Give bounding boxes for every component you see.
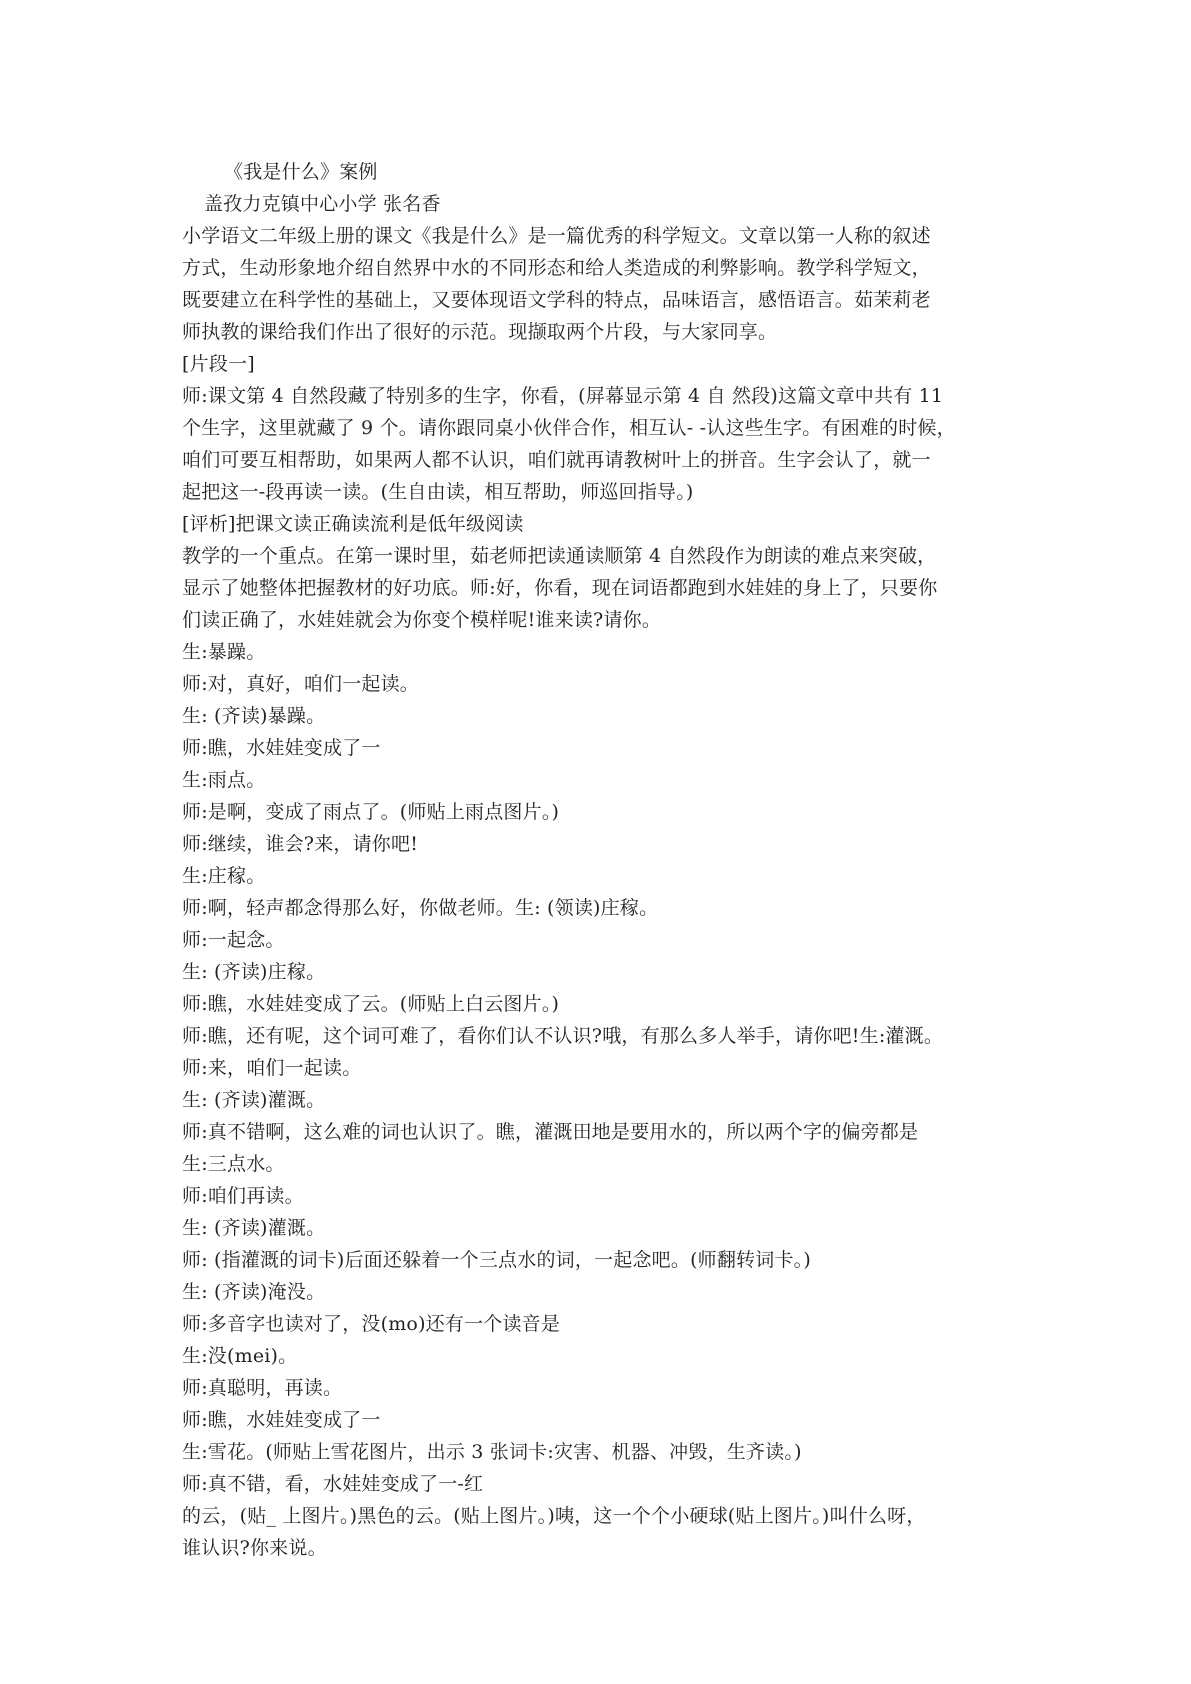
text-line: 师:对，真好，咱们一起读。 [182,673,420,695]
text-line: 小学语文二年级上册的课文《我是什么》是一篇优秀的科学短文。文章以第一人称的叙述 [182,225,931,247]
text-line: 显示了她整体把握教材的好功底。师:好，你看，现在词语都跑到水娃娃的身上了，只要你 [182,577,938,599]
text-line: 生: (齐读)淹没。 [182,1281,326,1303]
text-line: 师:咱们再读。 [182,1185,304,1207]
text-line: 师: (指灌溉的词卡)后面还躲着一个三点水的词，一起念吧。(师翻转词卡。) [182,1249,811,1271]
text-line: 教学的一个重点。在第一课时里，茹老师把读通读顺第 4 自然段作为朗读的难点来突破， [182,545,937,567]
text-line: 生: (齐读)暴躁。 [182,705,326,727]
text-line: 师:瞧，水娃娃变成了一 [182,737,381,759]
text-line: 生:暴躁。 [182,641,266,663]
text-line: 咱们可要互相帮助，如果两人都不认识，咱们就再请教树叶上的拼音。生字会认了，就一 [182,449,931,471]
text-line: 生:庄稼。 [182,865,266,887]
text-line: 生: (齐读)灌溉。 [182,1089,326,1111]
text-line: 生:雪花。(师贴上雪花图片，出示 3 张词卡:灾害、机器、冲毁，生齐读。) [182,1441,802,1463]
text-line: [评析]把课文读正确读流利是低年级阅读 [182,513,524,535]
text-line: 师:真不错，看，水娃娃变成了一-红 [182,1473,484,1495]
text-line: 个生字，这里就藏了 9 个。请你跟同桌小伙伴合作，相互认- -认这些生字。有困难的时候， [182,417,956,439]
document-text [182,220,1022,1564]
text-line: 师:继续，谁会?来，请你吧! [182,833,419,855]
text-line: 起把这一-段再读一读。(生自由读，相互帮助，师巡回指导。) [182,481,694,503]
text-line: 师:是啊，变成了雨点了。(师贴上雨点图片。) [182,801,560,823]
text-line: 师:课文第 4 自然段藏了特别多的生字，你看，(屏幕显示第 4 自 然段)这篇文章中共有 11 [182,385,944,407]
text-line: 生: (齐读)灌溉。 [182,1217,326,1239]
text-line: [片段一] [182,353,255,375]
text-line: 既要建立在科学性的基础上，又要体现语文学科的特点，品味语言，感悟语言。茹茉莉老 [182,289,931,311]
text-line: 师执教的课给我们作出了很好的示范。现撷取两个片段，与大家同享。 [182,321,778,343]
text-line: 师:啊，轻声都念得那么好，你做老师。生: (领读)庄稼。 [182,897,659,919]
text-line: 师:多音字也读对了，没(mo)还有一个读音是 [182,1313,561,1335]
text-line: 们读正确了，水娃娃就会为你变个模样呢!谁来读?请你。 [182,609,662,631]
document-title: 《我是什么》案例 [224,161,378,183]
text-line: 师:瞧，水娃娃变成了一 [182,1409,381,1431]
text-line: 师:真不错啊，这么难的词也认识了。瞧，灌溉田地是要用水的，所以两个字的偏旁都是 [182,1121,919,1143]
text-line: 师:真聪明，再读。 [182,1377,343,1399]
text-line: 师:来，咱们一起读。 [182,1057,362,1079]
text-line: 谁认识?你来说。 [182,1537,327,1559]
text-line: 师:一起念。 [182,929,285,951]
text-line: 师:瞧，水娃娃变成了云。(师贴上白云图片。) [182,993,560,1015]
text-line: 的云，(贴_ 上图片。)黑色的云。(贴上图片。)咦，这一个个小硬球(贴上图片。)叫什么呀， [182,1505,926,1527]
text-line: 方式，生动形象地介绍自然界中水的不同形态和给人类造成的利弊影响。教学科学短文， [182,257,931,279]
document-body [182,156,1022,1564]
text-line: 师:瞧，还有呢，这个词可难了，看你们认不认识?哦，有那么多人举手，请你吧!生:灌溉。 [182,1025,944,1047]
document-author: 盖孜力克镇中心小学 张名香 [204,193,441,215]
text-line: 生:没(mei)。 [182,1345,298,1367]
text-line: 生:三点水。 [182,1153,285,1175]
text-line: 生: (齐读)庄稼。 [182,961,326,983]
text-line: 生:雨点。 [182,769,266,791]
